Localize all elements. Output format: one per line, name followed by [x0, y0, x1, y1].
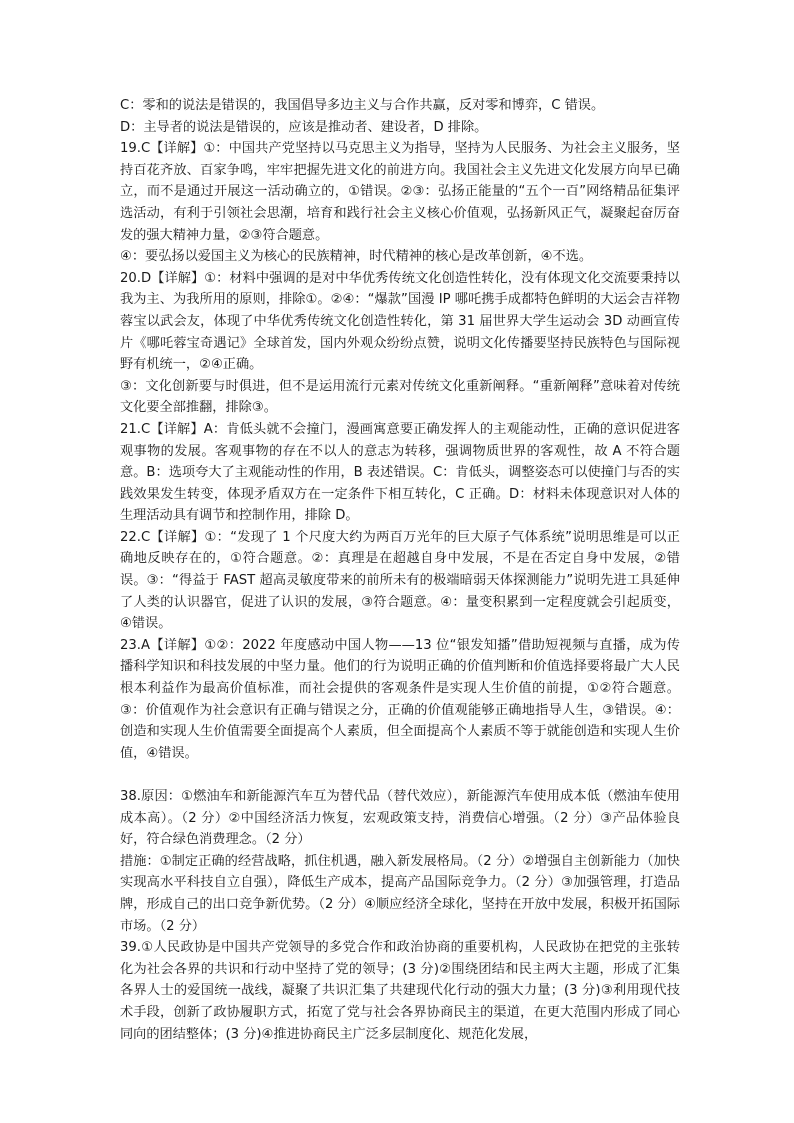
question-20-explanation: 20.D【详解】①：材料中强调的是对中华优秀传统文化创造性转化，没有体现文化交流要秉持以我为主、为我所用的原则，排除①。②④：“爆款”国漫 IP 哪吒携手成都特色鲜明的大运会吉祥物蓉宝以武会友，体现了中华优秀传统文化创造性转化，第 31 届世界大学生运动会 3D 动画宣传片《哪吒蓉宝奇遇记》全球首发，国内外观众纷纷点赞，说明文化传播要坚持民族特色与国际视野有机统一，②④正确。	[120, 270, 680, 373]
question-23-explanation: 23.A【详解】①②：2022 年度感动中国人物——13 位“银发知播”借助短视频与直播，成为传播科学知识和科技发展的中坚力量。他们的行为说明正确的价值判断和价值选择要将最广大人民根本利益作为最高价值标准，而社会提供的客观条件是实现人生价值的前提，①②符合题意。③：价值观作为社会意识有正确与错误之分，正确的价值观能够正确地指导人生，③错误。④：创造和实现人生价值需要全面提高个人素质，但全面提高个人素质不等于就能创造和实现人生价值，④错误。	[120, 637, 680, 761]
answer-text-body	[120, 95, 680, 1045]
answer-d-explanation: D：主导者的说法是错误的，应该是推动者、建设者，D 排除。	[120, 119, 488, 135]
question-39-answer: 39.①人民政协是中国共产党领导的多党合作和政治协商的重要机构，人民政协在把党的主张转化为社会各界的共识和行动中坚持了党的领导；(3 分)②围绕团结和民主两大主题，形成了汇集各界人士的爱国统一战线，凝聚了共识汇集了共建现代化行动的强大力量；(3 分)③利用现代技术手段，创新了政协履职方式，拓宽了党与社会各界协商民主的渠道，在更大范围内形成了同心同向的团结整体；(3 分)④推进协商民主广泛多层制度化、规范化发展，	[120, 940, 680, 1042]
question-20-note: ③：文化创新要与时俱进，但不是运用流行元素对传统文化重新阐释。“重新阐释”意味着对传统文化要全部推翻，排除③。	[120, 378, 680, 416]
question-19-explanation: 19.C【详解】①：中国共产党坚持以马克思主义为指导，坚持为人民服务、为社会主义服务，坚持百花齐放、百家争鸣，牢牢把握先进文化的前进方向。我国社会主义先进文化发展方向早已确立，而不是通过开展这一活动确立的，①错误。②③：弘扬正能量的“五个一百”网络精品征集评选活动，有利于引领社会思潮，培育和践行社会主义核心价值观，弘扬新风正气，凝聚起奋厉奋发的强大精神力量，②③符合题意。	[120, 141, 680, 243]
question-19-note: ④：要弘扬以爱国主义为核心的民族精神，时代精神的核心是改革创新，④不选。	[120, 249, 593, 265]
answer-c-explanation: C：零和的说法是错误的，我国倡导多边主义与合作共赢，反对零和博弈，C 错误。	[120, 98, 605, 113]
paragraph-gap	[120, 764, 680, 786]
question-21-explanation: 21.C【详解】A：肯低头就不会撞门，漫画寓意要正确发挥人的主观能动性，正确的意识促进客观事物的发展。客观事物的存在不以人的意志为转移，强调物质世界的客观性，故 A 不符合题意。B：选项夸大了主观能动性的作用，B 表述错误。C：肯低头，调整姿态可以使撞门与否的实践效果发生转变，体现矛盾双方在一定条件下相互转化，C 正确。D：材料未体现意识对人体的生理活动具有调节和控制作用，排除 D。	[120, 421, 680, 524]
question-22-explanation: 22.C【详解】①：“发现了 1 个尺度大约为两百万光年的巨大原子气体系统”说明思维是可以正确地反映存在的，①符合题意。②：真理是在超越自身中发展，不是在否定自身中发展，②错误。③：“得益于 FAST 超高灵敏度带来的前所未有的极端暗弱天体探测能力”说明先进工具延伸了人类的认识器官，促进了认识的发展，③符合题意。④：量变积累到一定程度就会引起质变，④错误。	[120, 529, 680, 632]
question-38-measures: 措施：①制定正确的经营战略，抓住机遇，融入新发展格局。（2 分）②增强自主创新能力（加快实现高水平科技自立自强），降低生产成本，提高产品国际竞争力。（2 分）③加强管理，打造品牌，形成自己的出口竞争新优势。（2 分）④顺应经济全球化，坚持在开放中发展，积极开拓国际市场。（2 分）	[120, 853, 680, 934]
question-38-reasons: 38.原因：①燃油车和新能源汽车互为替代品（替代效应），新能源汽车使用成本低（燃油车使用成本高）。（2 分）②中国经济活力恢复，宏观政策支持，消费信心增强。（2 分）③产品体验良好，符合绿色消费理念。（2 分）	[120, 789, 680, 848]
